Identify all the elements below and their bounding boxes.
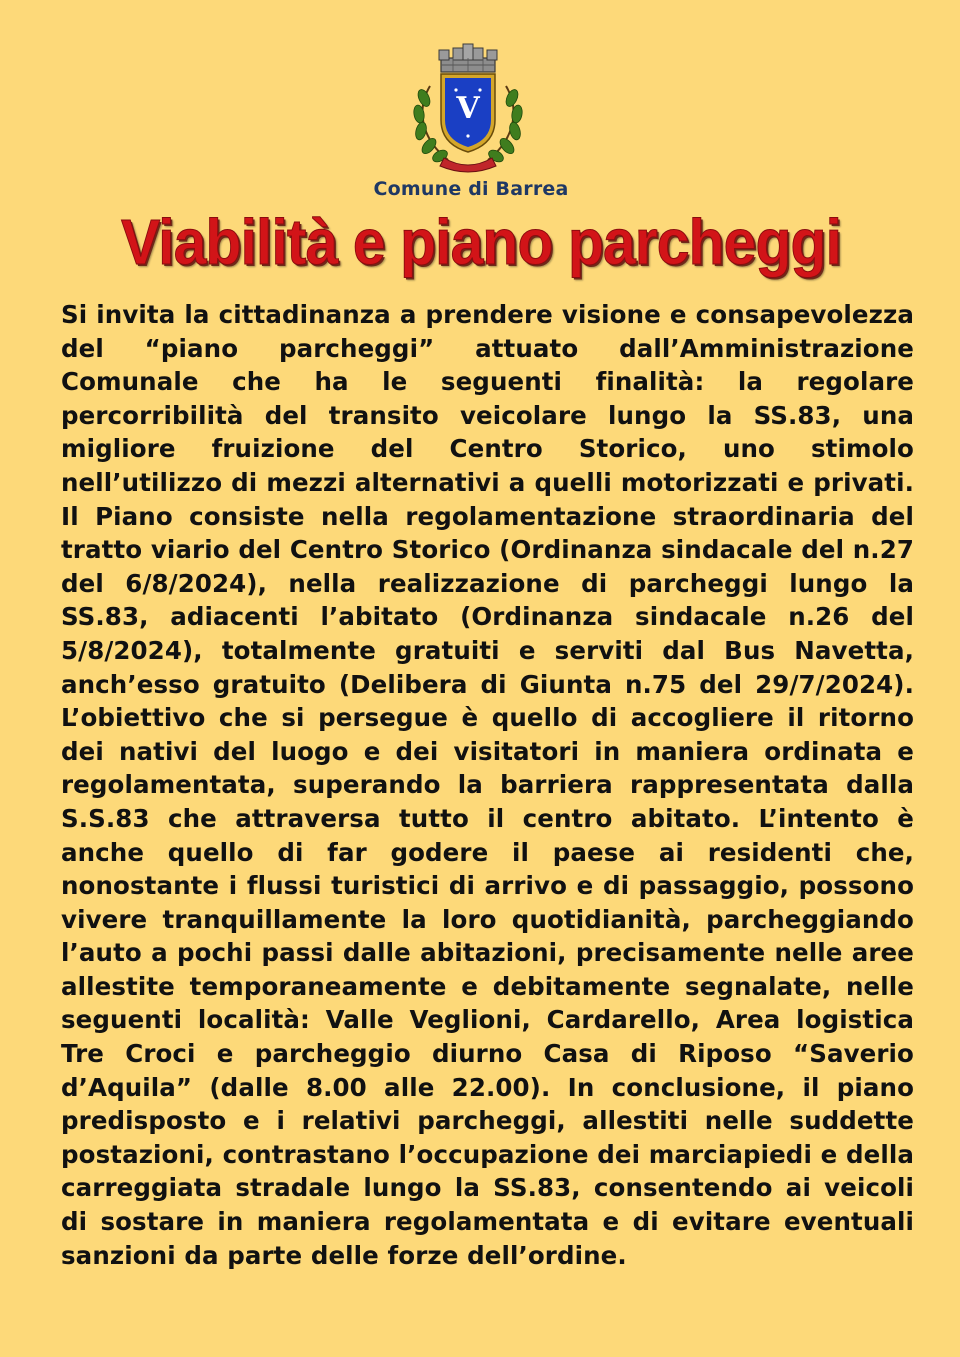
- notice-body: Si invita la cittadinanza a prendere visione e consapevolezza del “piano parcheggi” attuato dall’Amministrazione Comunale che ha le seguenti finalità: la regolare percorribilità del transito veicolare lungo la SS.83, una migliore fruizione del Centro Storico, uno stimolo nell’utilizzo di mezzi alternativi a quelli motorizzati e privati. Il Piano consiste nella regolamentazione straordinaria del tratto viario del Centro Storico (Ordinanza sindacale del n.27 del 6/8/2024), nella realizzazione di parcheggi lungo la SS.83, adiacenti l’abitato (Ordinanza sindacale n.26 del 5/8/2024), totalmente gratuiti e serviti dal Bus Navetta, anch’esso gratuito (Delibera di Giunta n.75 del 29/7/2024). L’obiettivo che si persegue è quello di accogliere il ritorno dei nativi del luogo e dei visitatori in maniera ordinata e regolamentata, superando la barriera rappresentata dalla S.S.83 che attraversa tutto il centro abitato. L’intento è anche quello di far godere il paese ai residenti che, nonostante i flussi turistici di arrivo e di passaggio, possono vivere tranquillamente la loro quotidianità, parcheggiando l’auto a pochi passi dalle abitazioni, precisamente nelle aree allestite temporaneamente e debitamente segnalate, nelle seguenti località: Valle Veglioni, Cardarello, Area logistica Tre Croci e parcheggio diurno Casa di Riposo “Saverio d’Aquila” (dalle 8.00 alle 22.00). In conclusione, il piano predisposto e i relativi parcheggi, allestiti nelle suddette postazioni, contrastano l’occupazione dei marciapiedi e della carreggiata stradale lungo la SS.83, consentendo ai veicoli di sostare in maniera regolamentata e di evitare eventuali sanzioni da parte delle forze dell’ordine.: [61, 300, 914, 1270]
- crest-letter: V: [456, 91, 480, 126]
- page-title: Viabilità e piano parcheggi: [120, 206, 842, 278]
- coat-of-arms-icon: [408, 36, 528, 178]
- municipality-name: Comune di Barrea: [373, 178, 569, 200]
- crown-icon: [439, 44, 497, 72]
- ribbon-icon: [440, 158, 496, 172]
